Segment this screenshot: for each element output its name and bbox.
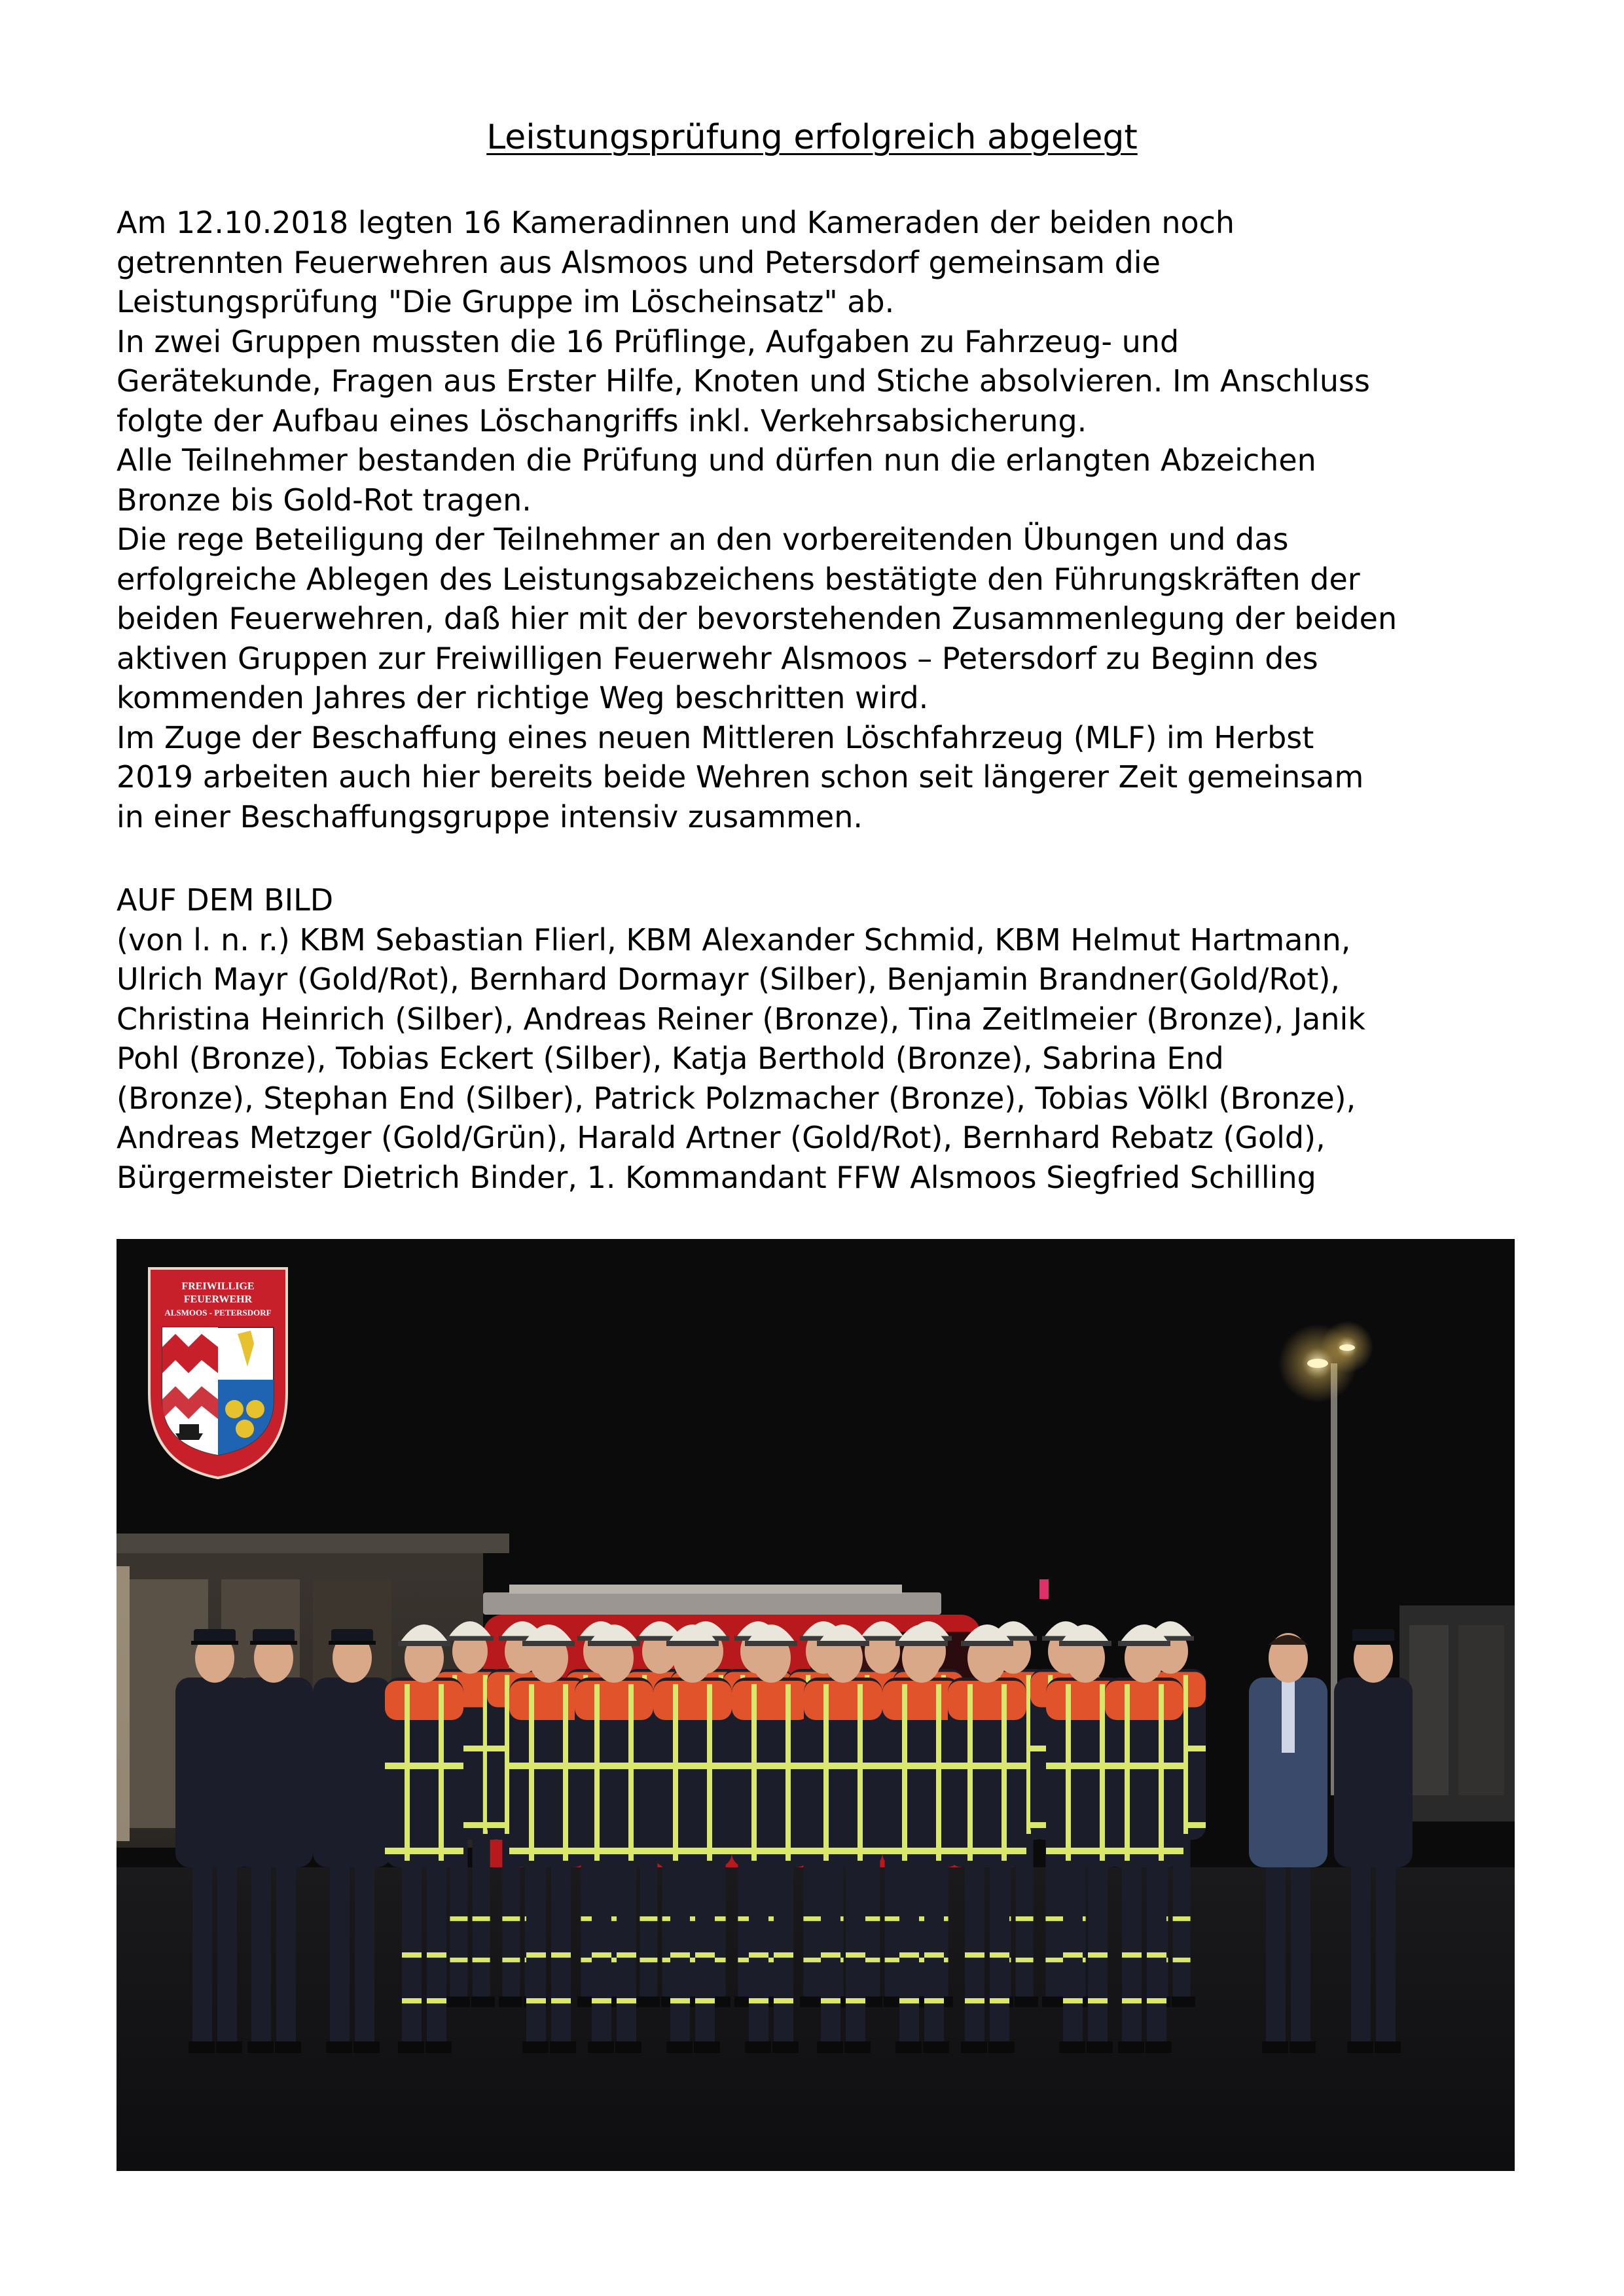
body-line: 2019 arbeiten auch hier bereits beide Wehren schon seit längerer Zeit gemeinsam <box>117 759 1364 795</box>
caption-line: (Bronze), Stephan End (Silber), Patrick Polzmacher (Bronze), Tobias Völkl (Bronze), <box>117 1080 1356 1116</box>
body-line: Im Zuge der Beschaffung eines neuen Mittleren Löschfahrzeug (MLF) im Herbst <box>117 719 1314 755</box>
body-line: in einer Beschaffungsgruppe intensiv zusammen. <box>117 798 863 834</box>
body-line: Leistungsprüfung "Die Gruppe im Löscheinsatz" ab. <box>117 284 895 319</box>
caption-line: Bürgermeister Dietrich Binder, 1. Kommandant FFW Alsmoos Siegfried Schilling <box>117 1159 1316 1195</box>
body-line: getrennten Feuerwehren aus Alsmoos und Petersdorf gemeinsam die <box>117 244 1161 280</box>
body-line: In zwei Gruppen mussten die 16 Prüflinge, Aufgaben zu Fahrzeug- und <box>117 323 1180 359</box>
article-body <box>117 203 1530 836</box>
body-line: Am 12.10.2018 legten 16 Kameradinnen und Kameraden der beiden noch <box>117 205 1235 240</box>
page-title: Leistungsprüfung erfolgreich abgelegt <box>486 118 1138 157</box>
right-building <box>1399 1605 1515 1821</box>
body-line: Alle Teilnehmer bestanden die Prüfung und dürfen nun die erlangten Abzeichen <box>117 442 1316 478</box>
group-photo-illustration <box>117 1239 1515 2171</box>
caption-line: Ulrich Mayr (Gold/Rot), Bernhard Dormayr (Silber), Benjamin Brandner(Gold/Rot), <box>117 961 1341 997</box>
group-photo <box>117 1239 1515 2171</box>
caption-line: Pohl (Bronze), Tobias Eckert (Silber), Katja Berthold (Bronze), Sabrina End <box>117 1041 1224 1076</box>
body-line: beiden Feuerwehren, daß hier mit der bevorstehenden Zusammenlegung der beiden <box>117 601 1398 636</box>
emblem-line2: FEUERWEHR <box>183 1294 253 1305</box>
body-line: Die rege Beteiligung der Teilnehmer an den vorbereitenden Übungen und das <box>117 522 1289 557</box>
body-line: erfolgreiche Ablegen des Leistungsabzeichens bestätigte den Führungskräften der <box>117 561 1360 597</box>
caption-line: (von l. n. r.) KBM Sebastian Flierl, KBM Alexander Schmid, KBM Helmut Hartmann, <box>117 922 1351 958</box>
caption-heading: AUF DEM BILD <box>117 882 334 918</box>
body-line: Bronze bis Gold-Rot tragen. <box>117 482 532 518</box>
photo-caption <box>117 880 1530 1197</box>
body-line: Gerätekunde, Fragen aus Erster Hilfe, Knoten und Stiche absolvieren. Im Anschluss <box>117 363 1370 399</box>
caption-line: Andreas Metzger (Gold/Grün), Harald Artner (Gold/Rot), Bernhard Rebatz (Gold), <box>117 1120 1326 1155</box>
ffw-emblem <box>149 1268 287 1478</box>
body-line: folgte der Aufbau eines Löschangriffs inkl. Verkehrsabsicherung. <box>117 403 1087 439</box>
emblem-line3: ALSMOOS - PETERSDORF <box>164 1308 272 1318</box>
emblem-line1: FREIWILLIGE <box>181 1281 255 1292</box>
body-line: aktiven Gruppen zur Freiwilligen Feuerwehr Alsmoos – Petersdorf zu Beginn des <box>117 640 1318 676</box>
body-line: kommenden Jahres der richtige Weg beschritten wird. <box>117 680 929 715</box>
caption-line: Christina Heinrich (Silber), Andreas Reiner (Bronze), Tina Zeitlmeier (Bronze), Janik <box>117 1001 1365 1037</box>
